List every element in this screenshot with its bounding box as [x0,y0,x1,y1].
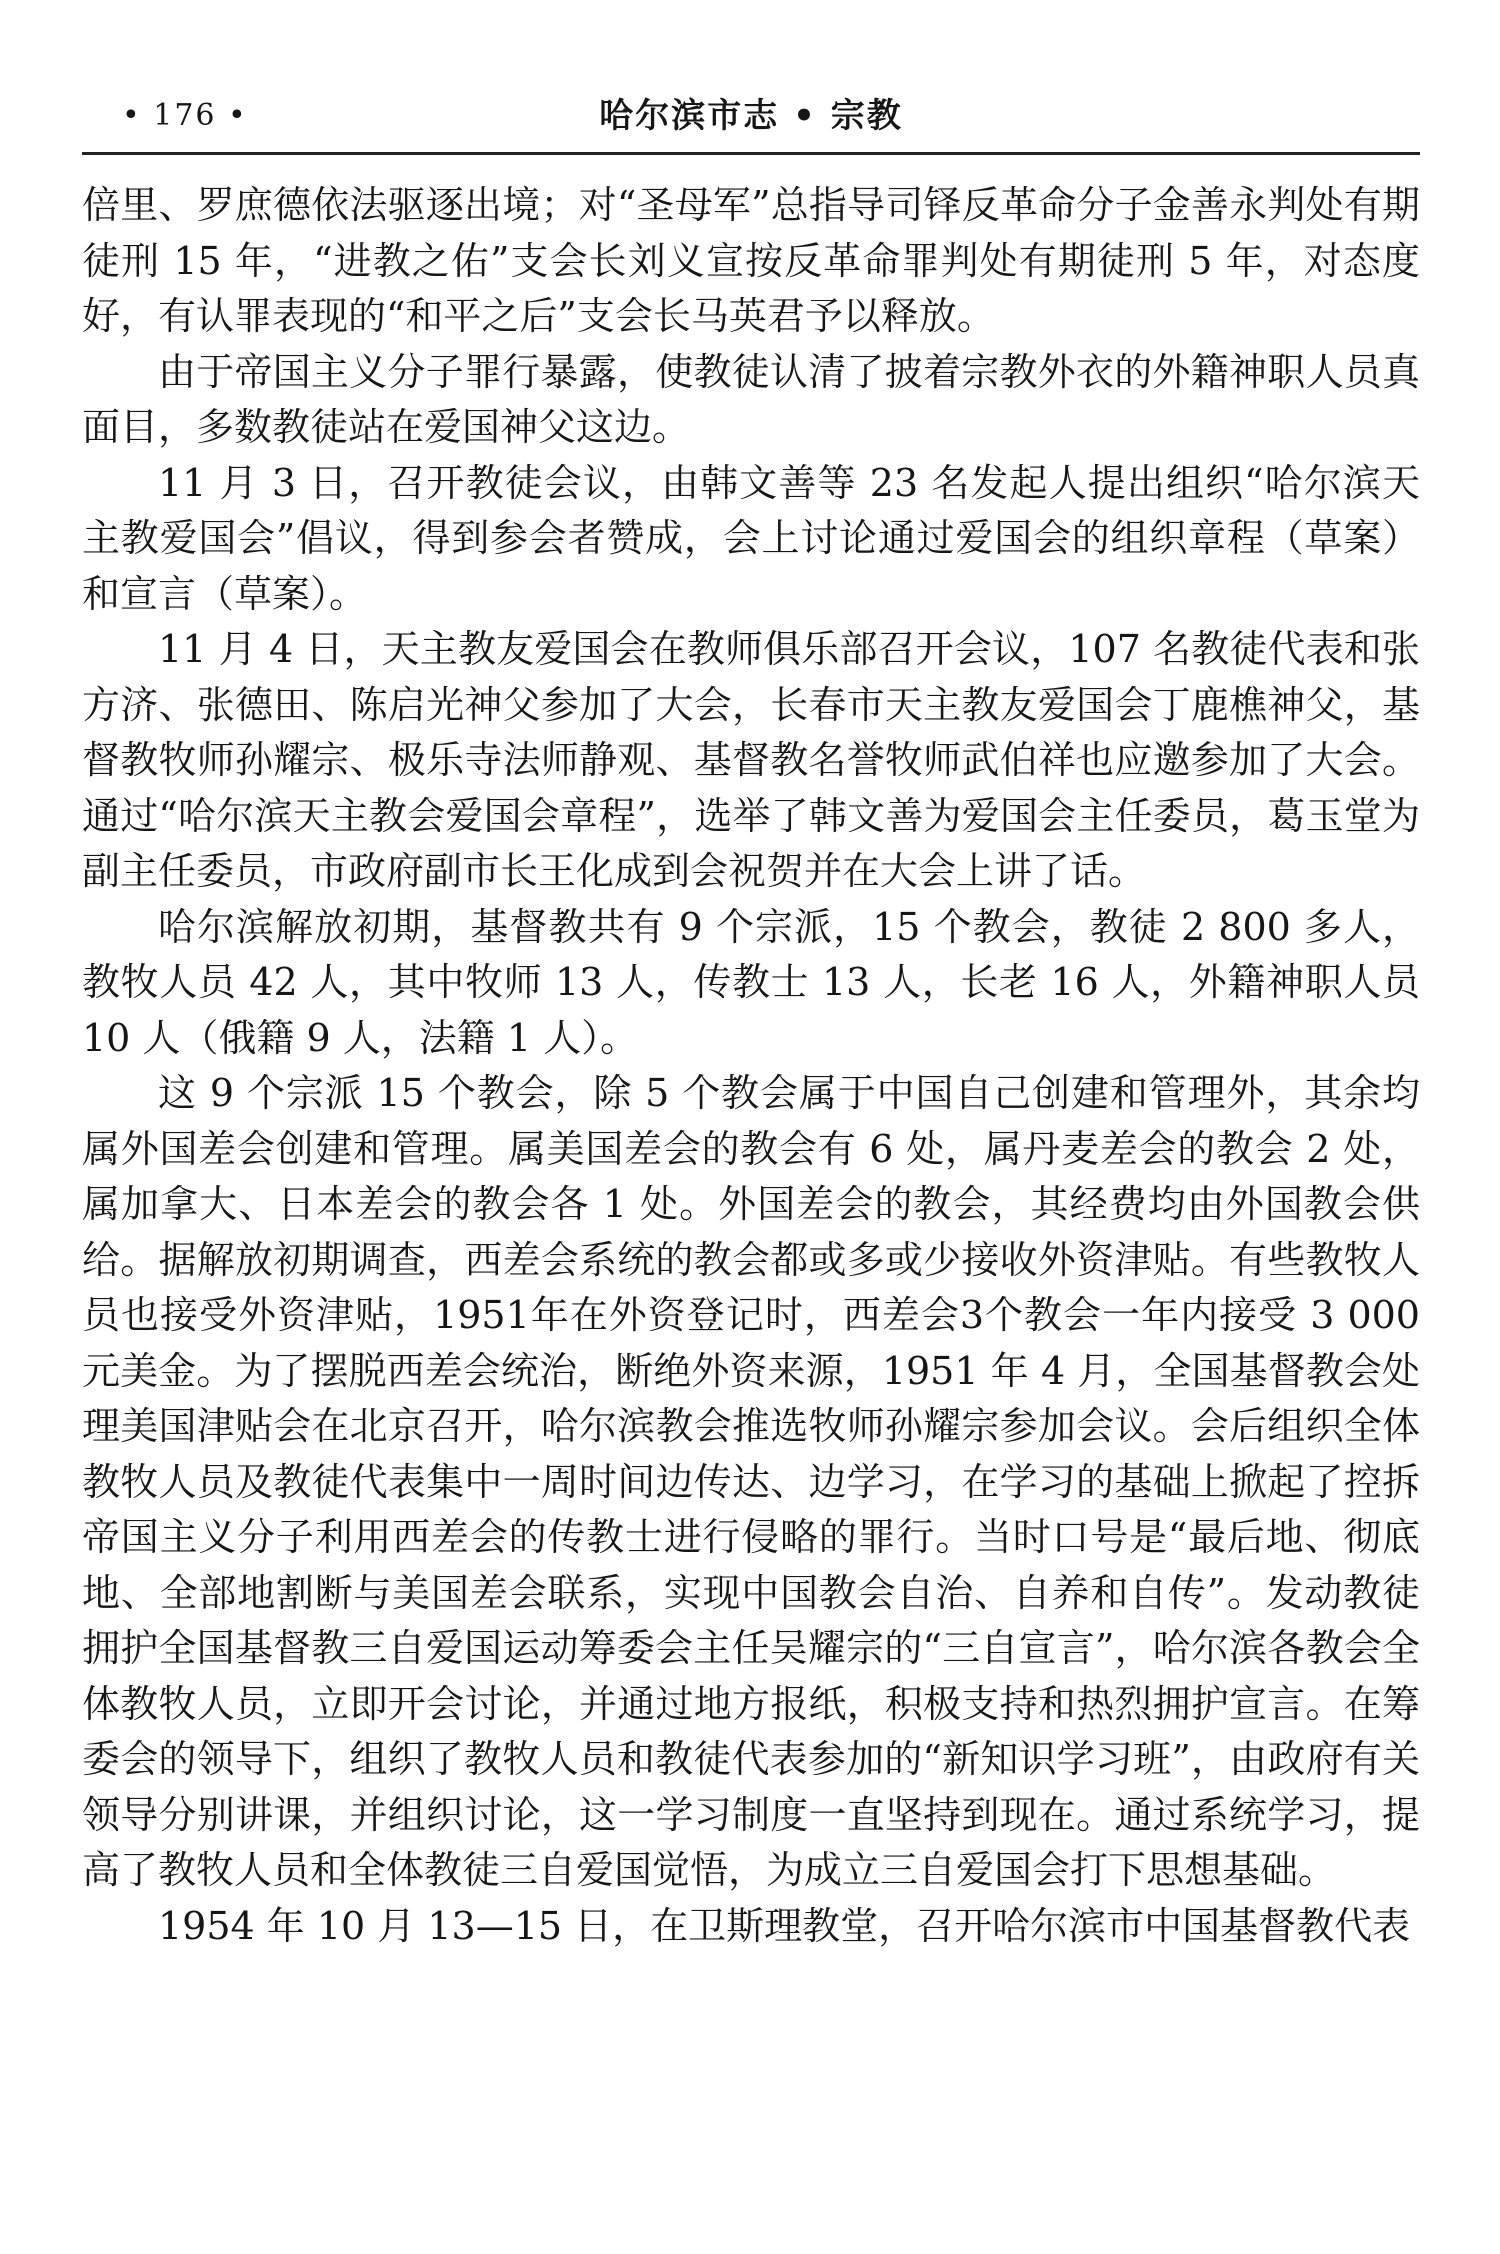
paragraph-4: 11 月 4 日，天主教友爱国会在教师俱乐部召开会议，107 名教徒代表和张方济、张德田、陈启光神父参加了大会，长春市天主教友爱国会丁鹿樵神父，基督教牧师孙耀宗、极乐寺法师静观、基督教名誉牧师武伯祥也应邀参加了大会。通过“哈尔滨天主教会爱国会章程”，选举了韩文善为爱国会主任委员，葛玉堂为副主任委员，市政府副市长王化成到会祝贺并在大会上讲了话。 [82,627,1420,893]
paragraph-6: 这 9 个宗派 15 个教会，除 5 个教会属于中国自己创建和管理外，其余均属外国差会创建和管理。属美国差会的教会有 6 处，属丹麦差会的教会 2 处，属加拿大、日本差会的教会各 1 处。外国差会的教会，其经费均由外国教会供给。据解放初期调查，西差会系统的教会都或多或少接收外资津贴。有些教牧人员也接受外资津贴，1951年在外资登记时，西差会3个教会一年内接受 3 000 元美金。为了摆脱西差会统治，断绝外资来源，1951 年 4 月，全国基督教会处理美国津贴会在北京召开，哈尔滨教会推选牧师孙耀宗参加会议。会后组织全体教牧人员及教徒代表集中一周时间边传达、边学习，在学习的基础上掀起了控拆帝国主义分子利用西差会的传教士进行侵略的罪行。当时口号是“最后地、彻底地、全部地割断与美国差会联系，实现中国教会自治、自养和自传”。发动教徒拥护全国基督教三自爱国运动筹委会主任吴耀宗的“三自宣言”，哈尔滨各教会全体教牧人员，立即开会讨论，并通过地方报纸，积极支持和热烈拥护宣言。在筹委会的领导下，组织了教牧人员和教徒代表参加的“新知识学习班”，由政府有关领导分别讲课，并组织讨论，这一学习制度一直坚持到现在。通过系统学习，提高了教牧人员和全体教徒三自爱国觉悟，为成立三自爱国会打下思想基础。 [82,1071,1420,1892]
paragraph-5: 哈尔滨解放初期，基督教共有 9 个宗派，15 个教会，教徒 2 800 多人，教牧人员 42 人，其中牧师 13 人，传教士 13 人，长老 16 人，外籍神职人员 10 人（俄籍 9 人，法籍 1 人）。 [82,904,1420,1060]
header-rule [82,152,1420,155]
page-number: • 176 • [122,98,248,133]
paragraph-2: 由于帝国主义分子罪行暴露，使教徒认清了披着宗教外衣的外籍神职人员真面目，多数教徒站在爱国神父这边。 [82,349,1420,449]
running-title: 哈尔滨市志 • 宗教 [599,96,903,136]
page-header [82,88,1420,144]
paragraph-7: 1954 年 10 月 13—15 日，在卫斯理教堂，召开哈尔滨市中国基督教代表 [158,1903,1411,1948]
body-text [82,178,1420,1954]
paragraph-3: 11 月 3 日，召开教徒会议，由韩文善等 23 名发起人提出组织“哈尔滨天主教爱国会”倡议，得到参会者赞成，会上讨论通过爱国会的组织章程（草案）和宣言（草案）。 [82,460,1420,616]
paragraph-1: 倍里、罗庶德依法驱逐出境；对“圣母军”总指导司铎反革命分子金善永判处有期徒刑 15 年，“进教之佑”支会长刘义宣按反革命罪判处有期徒刑 5 年，对态度好，有认罪表现的“和平之后”支会长马英君予以释放。 [82,183,1420,338]
